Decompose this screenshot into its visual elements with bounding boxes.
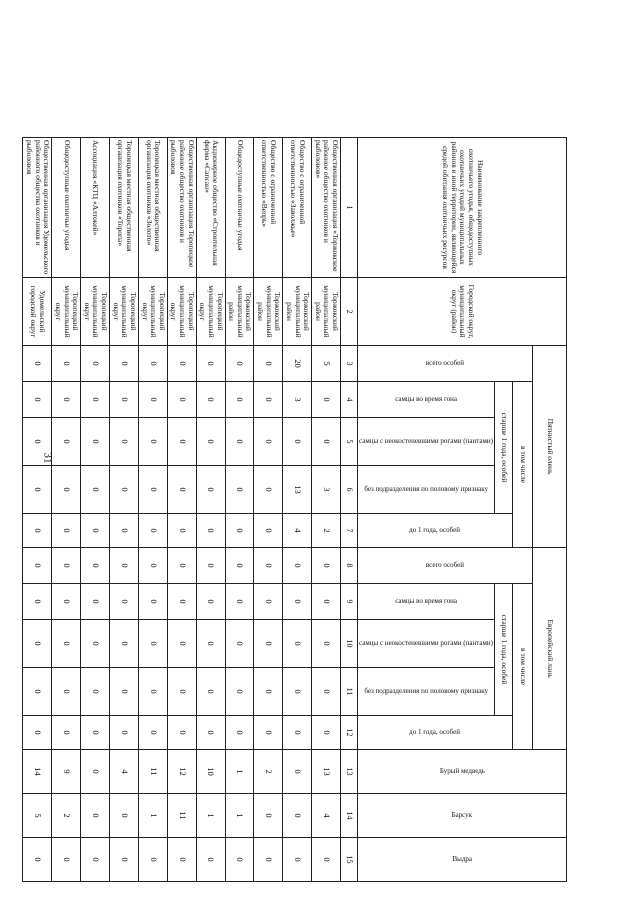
row-value: 0 bbox=[167, 838, 196, 882]
row-value: 5 bbox=[312, 346, 341, 382]
row-value: 0 bbox=[283, 750, 312, 794]
row-name: Общество с ограниченной ответственностью «Заволжье» bbox=[283, 138, 312, 278]
row-value: 3 bbox=[312, 466, 341, 514]
col-num: 5 bbox=[341, 418, 358, 466]
row-name: Общественная организация «Торжокское районное общество охотников и рыболовов» bbox=[312, 138, 341, 278]
row-value: 20 bbox=[283, 346, 312, 382]
row-value: 0 bbox=[81, 382, 110, 418]
row-value: 0 bbox=[283, 716, 312, 750]
row-value: 0 bbox=[138, 620, 167, 668]
row-value: 0 bbox=[254, 716, 283, 750]
header-elk-incl: в том числе bbox=[513, 584, 533, 750]
row-value: 0 bbox=[81, 584, 110, 620]
row-value: 0 bbox=[196, 346, 225, 382]
header-otter: Выдра bbox=[452, 855, 472, 864]
table-row bbox=[167, 138, 196, 882]
row-name: Общество с ограниченной ответственностью «Вепрь» bbox=[254, 138, 283, 278]
row-value: 0 bbox=[138, 716, 167, 750]
row-value: 0 bbox=[23, 716, 52, 750]
row-value: 0 bbox=[138, 584, 167, 620]
row-district: Торопецкий муниципальный округ bbox=[52, 278, 81, 346]
header-elk-antlers: самцы с неокостеневшими рогами (пантами) bbox=[359, 639, 493, 648]
row-value: 0 bbox=[254, 466, 283, 514]
row-district: Торжокский муниципальный район bbox=[283, 278, 312, 346]
row-value: 0 bbox=[52, 418, 81, 466]
row-value: 5 bbox=[23, 794, 52, 838]
row-value: 0 bbox=[110, 514, 139, 548]
row-value: 0 bbox=[225, 382, 254, 418]
header-deer-nosex: без подразделения по половому признаку bbox=[364, 485, 488, 494]
row-value: 0 bbox=[196, 418, 225, 466]
row-value: 11 bbox=[138, 750, 167, 794]
row-value: 0 bbox=[225, 346, 254, 382]
row-district: Торжокский муниципальный район bbox=[225, 278, 254, 346]
row-value: 12 bbox=[167, 750, 196, 794]
row-value: 0 bbox=[254, 418, 283, 466]
row-value: 0 bbox=[110, 584, 139, 620]
row-district: Торопецкий муниципальный округ bbox=[196, 278, 225, 346]
header-european-elk: Европейский лань bbox=[533, 548, 567, 750]
row-value: 14 bbox=[23, 750, 52, 794]
row-value: 2 bbox=[52, 794, 81, 838]
row-value: 1 bbox=[138, 794, 167, 838]
header-elk-under: до 1 года, особей bbox=[409, 728, 461, 737]
table-row bbox=[138, 138, 167, 882]
row-value: 0 bbox=[196, 584, 225, 620]
row-value: 0 bbox=[254, 668, 283, 716]
row-value: 0 bbox=[283, 620, 312, 668]
table-body bbox=[23, 138, 358, 882]
row-value: 0 bbox=[196, 838, 225, 882]
rotated-table-frame bbox=[25, 137, 567, 881]
row-value: 0 bbox=[52, 466, 81, 514]
row-value: 0 bbox=[23, 668, 52, 716]
row-value: 0 bbox=[138, 548, 167, 584]
header-elk-older: старше 1 года, особей bbox=[495, 584, 513, 716]
row-value: 0 bbox=[81, 514, 110, 548]
row-value: 0 bbox=[312, 548, 341, 584]
row-value: 0 bbox=[167, 418, 196, 466]
row-value: 0 bbox=[110, 838, 139, 882]
row-value: 1 bbox=[196, 794, 225, 838]
header-elk-total: всего особей bbox=[425, 561, 465, 570]
row-value: 0 bbox=[23, 838, 52, 882]
row-value: 0 bbox=[283, 584, 312, 620]
row-value: 0 bbox=[167, 584, 196, 620]
row-value: 0 bbox=[52, 548, 81, 584]
row-value: 0 bbox=[52, 668, 81, 716]
row-value: 0 bbox=[81, 466, 110, 514]
row-value: 0 bbox=[225, 548, 254, 584]
col-num: 7 bbox=[341, 514, 358, 548]
row-district: Удомельский городской округ bbox=[23, 278, 52, 346]
table-row bbox=[52, 138, 81, 882]
row-value: 0 bbox=[196, 668, 225, 716]
row-value: 0 bbox=[110, 382, 139, 418]
row-value: 0 bbox=[167, 716, 196, 750]
row-value: 0 bbox=[225, 716, 254, 750]
table-row bbox=[254, 138, 283, 882]
header-spotted-deer: Пятнистый олень bbox=[533, 346, 567, 548]
table-row bbox=[312, 138, 341, 882]
header-deer-older: старше 1 года, особей bbox=[495, 382, 513, 514]
row-value: 13 bbox=[283, 466, 312, 514]
row-value: 0 bbox=[312, 584, 341, 620]
row-district: Торопецкий муниципальный округ bbox=[167, 278, 196, 346]
row-value: 0 bbox=[23, 584, 52, 620]
table-row bbox=[23, 138, 52, 882]
row-district: Торопецкий муниципальный округ bbox=[81, 278, 110, 346]
row-value: 0 bbox=[110, 794, 139, 838]
header-row-1 bbox=[533, 138, 567, 882]
row-value: 0 bbox=[254, 838, 283, 882]
col-num: 14 bbox=[341, 794, 358, 838]
row-value: 0 bbox=[81, 668, 110, 716]
row-value: 10 bbox=[196, 750, 225, 794]
row-value: 0 bbox=[196, 620, 225, 668]
row-value: 0 bbox=[138, 668, 167, 716]
row-value: 0 bbox=[225, 620, 254, 668]
header-deer-incl: в том числе bbox=[513, 382, 533, 548]
row-value: 0 bbox=[312, 620, 341, 668]
row-value: 0 bbox=[254, 584, 283, 620]
row-value: 0 bbox=[312, 668, 341, 716]
row-value: 0 bbox=[110, 548, 139, 584]
row-value: 0 bbox=[283, 418, 312, 466]
header-district: Городской округ, муниципальный округ (район) bbox=[358, 278, 567, 346]
row-name: Общественная организация Удомельского районного общества охотников и рыболовов bbox=[23, 138, 52, 278]
row-value: 0 bbox=[254, 620, 283, 668]
row-value: 0 bbox=[254, 514, 283, 548]
row-name: Ассоциация «КТЦ «Алтокей» bbox=[81, 138, 110, 278]
row-value: 0 bbox=[110, 620, 139, 668]
row-value: 0 bbox=[254, 794, 283, 838]
row-name: Торопецкая местная общественная организация охотников «Торопа» bbox=[110, 138, 139, 278]
row-value: 0 bbox=[167, 548, 196, 584]
header-deer-antlers: самцы с неокостеневшими рогами (пантами) bbox=[359, 437, 493, 446]
row-value: 0 bbox=[283, 668, 312, 716]
row-district: Торопецкий муниципальный округ bbox=[110, 278, 139, 346]
row-value: 0 bbox=[312, 838, 341, 882]
row-value: 0 bbox=[23, 620, 52, 668]
column-number-row bbox=[341, 138, 358, 882]
col-num: 2 bbox=[341, 278, 358, 346]
row-value: 0 bbox=[225, 514, 254, 548]
row-district: Торопецкий муниципальный округ bbox=[138, 278, 167, 346]
row-name: Торопецкая местная общественная организация охотников «Золото» bbox=[138, 138, 167, 278]
row-value: 0 bbox=[167, 514, 196, 548]
row-value: 4 bbox=[110, 750, 139, 794]
row-value: 0 bbox=[138, 514, 167, 548]
row-value: 0 bbox=[225, 418, 254, 466]
row-value: 0 bbox=[167, 620, 196, 668]
page-number: 31 bbox=[41, 452, 54, 464]
row-value: 0 bbox=[138, 838, 167, 882]
row-value: 0 bbox=[196, 716, 225, 750]
row-value: 0 bbox=[254, 548, 283, 584]
col-num: 6 bbox=[341, 466, 358, 514]
row-value: 3 bbox=[283, 382, 312, 418]
row-value: 0 bbox=[254, 346, 283, 382]
col-num: 9 bbox=[341, 584, 358, 620]
row-value: 0 bbox=[52, 514, 81, 548]
row-value: 2 bbox=[312, 514, 341, 548]
row-value: 0 bbox=[23, 382, 52, 418]
table-row bbox=[283, 138, 312, 882]
row-value: 0 bbox=[110, 418, 139, 466]
row-value: 0 bbox=[23, 466, 52, 514]
row-value: 0 bbox=[167, 382, 196, 418]
row-value: 0 bbox=[283, 548, 312, 584]
row-value: 11 bbox=[167, 794, 196, 838]
col-num: 3 bbox=[341, 346, 358, 382]
header-elk-hunted: самцы во время гона bbox=[395, 597, 457, 606]
row-name: Общедоступные охотничьи угодья bbox=[52, 138, 81, 278]
row-value: 0 bbox=[196, 514, 225, 548]
row-value: 0 bbox=[254, 382, 283, 418]
row-value: 0 bbox=[283, 838, 312, 882]
row-value: 1 bbox=[225, 794, 254, 838]
col-num: 8 bbox=[341, 548, 358, 584]
row-value: 0 bbox=[81, 620, 110, 668]
row-value: 0 bbox=[196, 382, 225, 418]
row-value: 0 bbox=[138, 346, 167, 382]
row-value: 2 bbox=[254, 750, 283, 794]
row-value: 0 bbox=[23, 346, 52, 382]
table-container bbox=[25, 137, 567, 881]
row-value: 0 bbox=[23, 418, 52, 466]
header-deer-total: всего особей bbox=[425, 359, 465, 368]
row-value: 9 bbox=[52, 750, 81, 794]
row-value: 13 bbox=[312, 750, 341, 794]
row-value: 0 bbox=[81, 838, 110, 882]
col-num: 15 bbox=[341, 838, 358, 882]
header-brown-bear: Бурый медведь bbox=[439, 767, 485, 776]
row-name: Общественная организация Торопецкое районное общество охотников и рыболовов bbox=[167, 138, 196, 278]
row-value: 0 bbox=[196, 548, 225, 584]
row-value: 0 bbox=[167, 668, 196, 716]
row-value: 0 bbox=[312, 716, 341, 750]
row-value: 0 bbox=[225, 668, 254, 716]
header-badger: Барсук bbox=[451, 811, 473, 820]
row-value: 0 bbox=[196, 466, 225, 514]
row-value: 4 bbox=[312, 794, 341, 838]
header-elk-nosex: без подразделения по половому признаку bbox=[364, 687, 488, 696]
row-value: 0 bbox=[225, 838, 254, 882]
row-value: 0 bbox=[52, 716, 81, 750]
row-value: 0 bbox=[138, 418, 167, 466]
row-district: Торжокский муниципальный район bbox=[312, 278, 341, 346]
row-value: 4 bbox=[283, 514, 312, 548]
col-num: 4 bbox=[341, 382, 358, 418]
col-num: 13 bbox=[341, 750, 358, 794]
row-value: 0 bbox=[167, 346, 196, 382]
row-value: 0 bbox=[110, 668, 139, 716]
row-value: 0 bbox=[225, 466, 254, 514]
row-name: Акционерное общество «Строительная фирма «Сапсан» bbox=[196, 138, 225, 278]
col-num: 1 bbox=[341, 138, 358, 278]
row-value: 0 bbox=[81, 548, 110, 584]
col-num: 11 bbox=[341, 668, 358, 716]
row-value: 0 bbox=[81, 716, 110, 750]
col-num: 10 bbox=[341, 620, 358, 668]
row-value: 0 bbox=[81, 750, 110, 794]
row-value: 0 bbox=[81, 346, 110, 382]
table-row bbox=[196, 138, 225, 882]
table-row bbox=[110, 138, 139, 882]
row-value: 0 bbox=[283, 794, 312, 838]
row-value: 1 bbox=[225, 750, 254, 794]
row-name: Общедоступные охотничьи угодья bbox=[225, 138, 254, 278]
row-value: 0 bbox=[138, 382, 167, 418]
row-value: 0 bbox=[52, 620, 81, 668]
row-value: 0 bbox=[167, 466, 196, 514]
header-name: Наименование закрепленного охотничьего угодья, общедоступных охотничьих угодий муниципальных районов и иной территории, являющейся средой обитания охотничьих ресурсов bbox=[358, 138, 567, 278]
row-value: 0 bbox=[110, 466, 139, 514]
row-value: 0 bbox=[23, 514, 52, 548]
table-row bbox=[225, 138, 254, 882]
row-value: 0 bbox=[52, 838, 81, 882]
row-value: 0 bbox=[110, 346, 139, 382]
col-num: 12 bbox=[341, 716, 358, 750]
row-value: 0 bbox=[110, 716, 139, 750]
table-row bbox=[81, 138, 110, 882]
row-value: 0 bbox=[52, 584, 81, 620]
row-district: Торжокский муниципальный район bbox=[254, 278, 283, 346]
row-value: 0 bbox=[225, 584, 254, 620]
header-deer-hunted: самцы во время гона bbox=[395, 395, 457, 404]
row-value: 0 bbox=[81, 794, 110, 838]
row-value: 0 bbox=[312, 382, 341, 418]
wildlife-census-table bbox=[22, 137, 567, 882]
row-value: 0 bbox=[81, 418, 110, 466]
row-value: 0 bbox=[312, 418, 341, 466]
row-value: 0 bbox=[52, 346, 81, 382]
row-value: 0 bbox=[138, 466, 167, 514]
row-value: 0 bbox=[52, 382, 81, 418]
header-deer-under: до 1 года, особей bbox=[409, 526, 461, 535]
row-value: 0 bbox=[23, 548, 52, 584]
